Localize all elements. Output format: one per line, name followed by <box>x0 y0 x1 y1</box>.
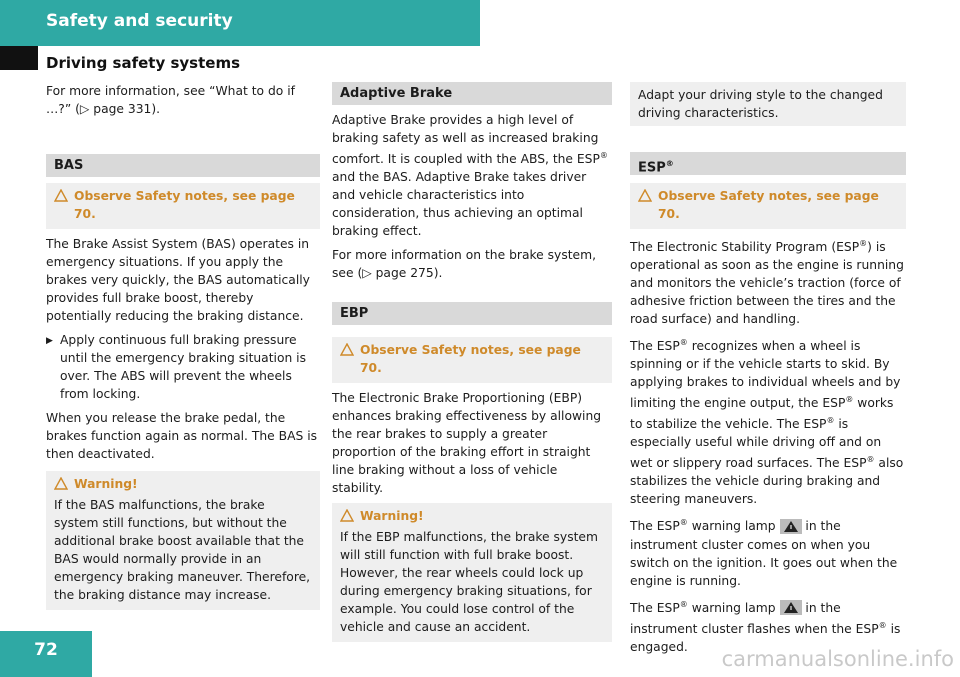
text-run: warning lamp <box>687 519 780 534</box>
warning-box <box>46 471 320 610</box>
chapter-title: Safety and security <box>46 11 233 31</box>
warning-text: If the EBP malfunctions, the brake system will still function with full brake boost. However, the rear wheels could lock up during emergency braking situations, for example. You could lose control of the vehicle and cause an accident. <box>340 530 598 635</box>
bas-instruction <box>46 331 320 403</box>
warning-triangle-icon <box>340 343 354 356</box>
page-number: 72 <box>34 640 58 660</box>
adaptive-brake-heading: Adaptive Brake <box>332 82 612 105</box>
bas-paragraph-2: When you release the brake pedal, the brakes function again as normal. The BAS is then deactivated. <box>46 411 318 461</box>
ebp-heading: EBP <box>332 302 612 325</box>
registered-mark: ® <box>866 455 875 465</box>
text-run: and the BAS. Adaptive Brake takes driver and vehicle characteristics into consideration, thus achieving an optimal braking effect. <box>332 170 587 239</box>
continued-warning-box <box>630 82 906 126</box>
registered-mark: ® <box>845 395 854 405</box>
warning-triangle-icon <box>54 477 68 490</box>
text-run: The ESP <box>630 339 680 354</box>
registered-mark: ® <box>679 599 688 609</box>
warning-triangle-icon <box>340 509 354 522</box>
column-1 <box>46 82 320 616</box>
esp-heading <box>630 152 906 175</box>
warning-text: If the BAS malfunctions, the brake system still functions, but without the additional brake boost available that the BAS would normally provide in an emergency braking maneuver. Therefore, the braking distance may increase. <box>54 498 311 602</box>
bullet-arrow-icon: ▶ <box>46 336 53 346</box>
esp-heading-text: ESP <box>638 160 666 176</box>
safety-note-text: Observe Safety notes, see page 70. <box>658 189 879 221</box>
warning-title: Warning! <box>74 477 138 491</box>
safety-note <box>46 183 320 229</box>
registered-mark: ® <box>665 159 674 168</box>
ebp-paragraph: The Electronic Brake Proportioning (EBP) enhances braking effectiveness by allowing the rear brakes to supply a greater proportion of the braking effort in straight line braking without a loss of vehicle stability. <box>332 391 602 496</box>
text-run: is engaged. <box>630 621 901 654</box>
text-run: Adaptive Brake provides a high level of braking safety as well as increased braking comfort. It is coupled with the ABS, the ESP <box>332 113 600 167</box>
bas-heading: BAS <box>46 154 320 177</box>
bas-paragraph-1: The Brake Assist System (BAS) operates in emergency situations. If you apply the brakes very quickly, the BAS automatically provides full brake boost, thereby potentially reducing the braking distance. <box>46 237 310 323</box>
esp-warning-lamp-icon <box>780 519 802 534</box>
registered-mark: ® <box>599 151 608 160</box>
text-run: The ESP <box>630 519 680 534</box>
registered-mark: ® <box>826 416 835 426</box>
registered-mark: ® <box>878 620 887 630</box>
safety-note <box>332 337 612 383</box>
bas-instruction-text: Apply continuous full braking pressure until the emergency braking situation is over. The ABS will prevent the wheels from locking. <box>60 333 307 401</box>
warning-title: Warning! <box>360 509 424 524</box>
text-run: works to stabilize the vehicle. The ESP <box>630 396 894 432</box>
registered-mark: ® <box>679 338 688 348</box>
esp-paragraph-2 <box>630 334 906 508</box>
watermark: carmanualsonline.info <box>721 647 954 671</box>
text-run: The Electronic Stability Program (ESP <box>630 240 860 255</box>
text-run: The ESP <box>630 600 680 615</box>
warning-triangle-icon <box>638 189 652 202</box>
esp-warning-lamp-icon <box>780 600 802 615</box>
text-run: is especially useful while driving off and on wet or slippery road surfaces. The ESP <box>630 417 882 471</box>
text-run: also stabilizes the vehicle during braking and steering maneuvers. <box>630 456 904 507</box>
text-run: warning lamp <box>687 600 780 615</box>
warning-triangle-icon <box>54 189 68 202</box>
text-run: recognizes when a wheel is spinning or if the vehicle starts to skid. By applying brakes to individual wheels and by limiting the engine output, the ESP <box>630 339 901 411</box>
registered-mark: ® <box>679 518 688 528</box>
text-run: ) is operational as soon as the engine is running and monitors the vehicle’s traction (force of adhesive friction between the tires and the road surface) and handling. <box>630 240 904 327</box>
text-run: in the instrument cluster comes on when you switch on the ignition. It goes out when the engine is running. <box>630 519 898 588</box>
chapter-header-bar <box>0 0 480 46</box>
section-title: Driving safety systems <box>46 54 241 72</box>
adaptive-brake-paragraph-2: For more information on the brake system, see (▷ page 275). <box>332 248 596 281</box>
text-run: in the instrument cluster flashes when the ESP <box>630 600 879 636</box>
safety-note-text: Observe Safety notes, see page 70. <box>74 189 295 221</box>
esp-paragraph-3 <box>630 514 906 589</box>
safety-note-text: Observe Safety notes, see page 70. <box>360 343 581 376</box>
page-number-box <box>0 631 92 677</box>
column-3 <box>630 82 906 662</box>
warning-box <box>332 503 612 642</box>
esp-paragraph-1 <box>630 235 906 328</box>
intro-paragraph: For more information, see “What to do if …?” (▷ page 331). <box>46 84 295 116</box>
safety-note <box>630 183 906 229</box>
column-2 <box>332 82 612 648</box>
registered-mark: ® <box>859 239 868 248</box>
adaptive-brake-paragraph-1 <box>332 111 612 240</box>
section-marker <box>0 46 38 70</box>
continued-warning-text: Adapt your driving style to the changed driving characteristics. <box>638 88 883 120</box>
